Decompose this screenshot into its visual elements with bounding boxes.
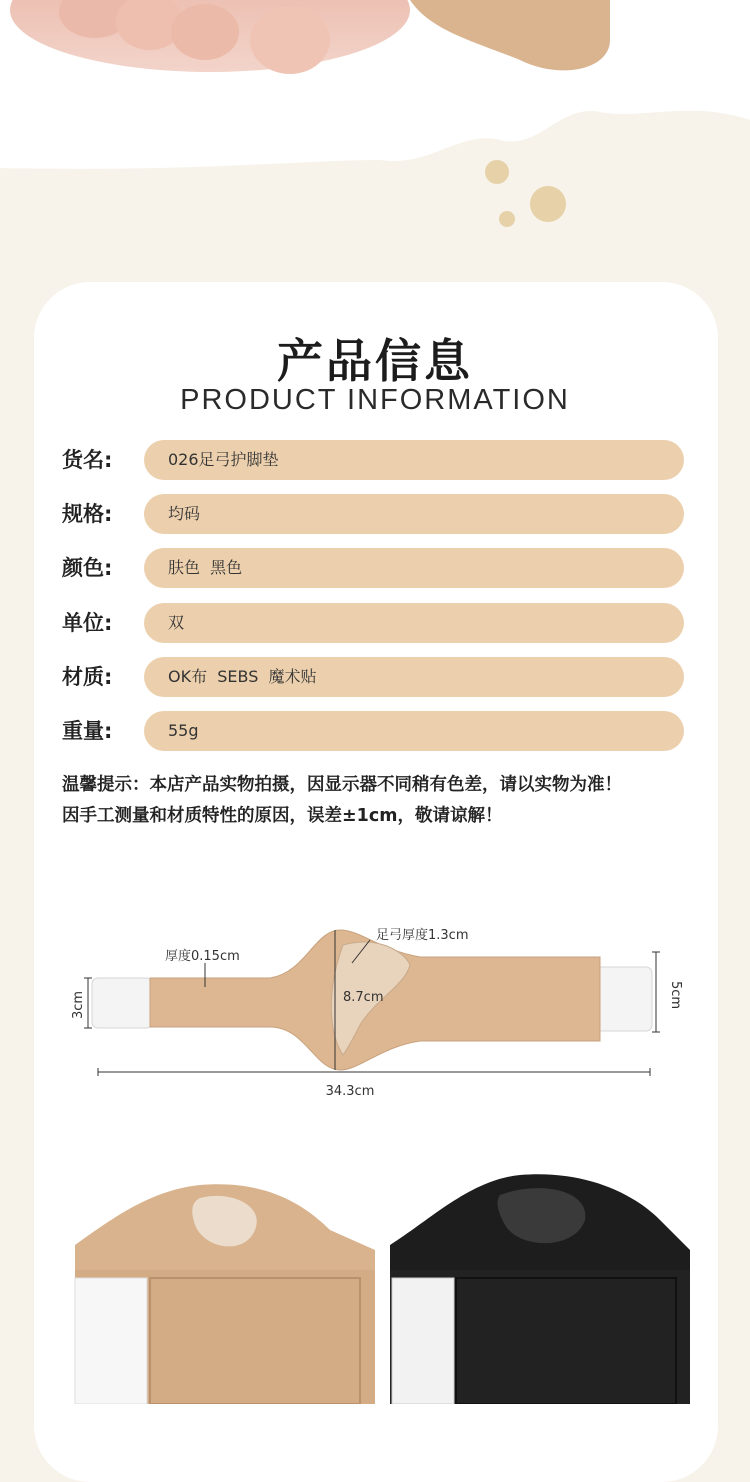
arch-thickness-label: 足弓厚度1.3cm [376, 928, 469, 943]
section-title: 产品信息 [277, 334, 473, 388]
info-pill [144, 657, 684, 697]
info-value: 026足弓护脚垫 [168, 450, 279, 469]
right-height-label: 5cm [668, 980, 683, 1010]
info-label: 材质: [62, 665, 113, 689]
info-row-weight [62, 711, 684, 751]
foot-photo-top [0, 0, 750, 280]
length-label: 34.3cm [325, 1084, 375, 1099]
info-value: 均码 [168, 504, 201, 523]
info-row-color [62, 548, 684, 588]
tip-line-1: 温馨提示：本店产品实物拍摄，因显示器不同稍有色差，请以实物为准！ [62, 775, 622, 795]
info-value: 55g [168, 721, 199, 740]
skin-pad-velcro [75, 1278, 147, 1404]
section-subtitle: PRODUCT INFORMATION [180, 384, 570, 416]
thickness-label: 厚度0.15cm [165, 949, 240, 964]
info-row-name [62, 440, 684, 480]
info-value: 肤色 黑色 [168, 558, 243, 577]
left-height-label: 3cm [71, 990, 86, 1020]
info-label: 规格: [62, 502, 113, 526]
center-height-label: 8.7cm [343, 990, 384, 1005]
info-row-size [62, 494, 684, 534]
info-value: OK布 SEBS 魔术贴 [168, 667, 317, 686]
black-pad-velcro [392, 1278, 454, 1404]
dimension-diagram [60, 905, 700, 1120]
info-pill [144, 548, 684, 588]
info-label: 单位: [62, 611, 113, 635]
info-pill [144, 494, 684, 534]
info-label: 颜色: [62, 556, 113, 580]
velcro-tab-left [92, 978, 152, 1028]
tip-line-2: 因手工测量和材质特性的原因，误差±1cm，敬请谅解！ [62, 806, 503, 826]
info-pill [144, 711, 684, 751]
info-row-unit [62, 603, 684, 643]
info-pill [144, 603, 684, 643]
info-label: 重量: [62, 719, 113, 743]
info-label: 货名: [62, 448, 113, 472]
info-pill [144, 440, 684, 480]
info-row-material [62, 657, 684, 697]
info-value: 双 [168, 613, 185, 632]
product-photos-bottom [0, 1160, 750, 1404]
